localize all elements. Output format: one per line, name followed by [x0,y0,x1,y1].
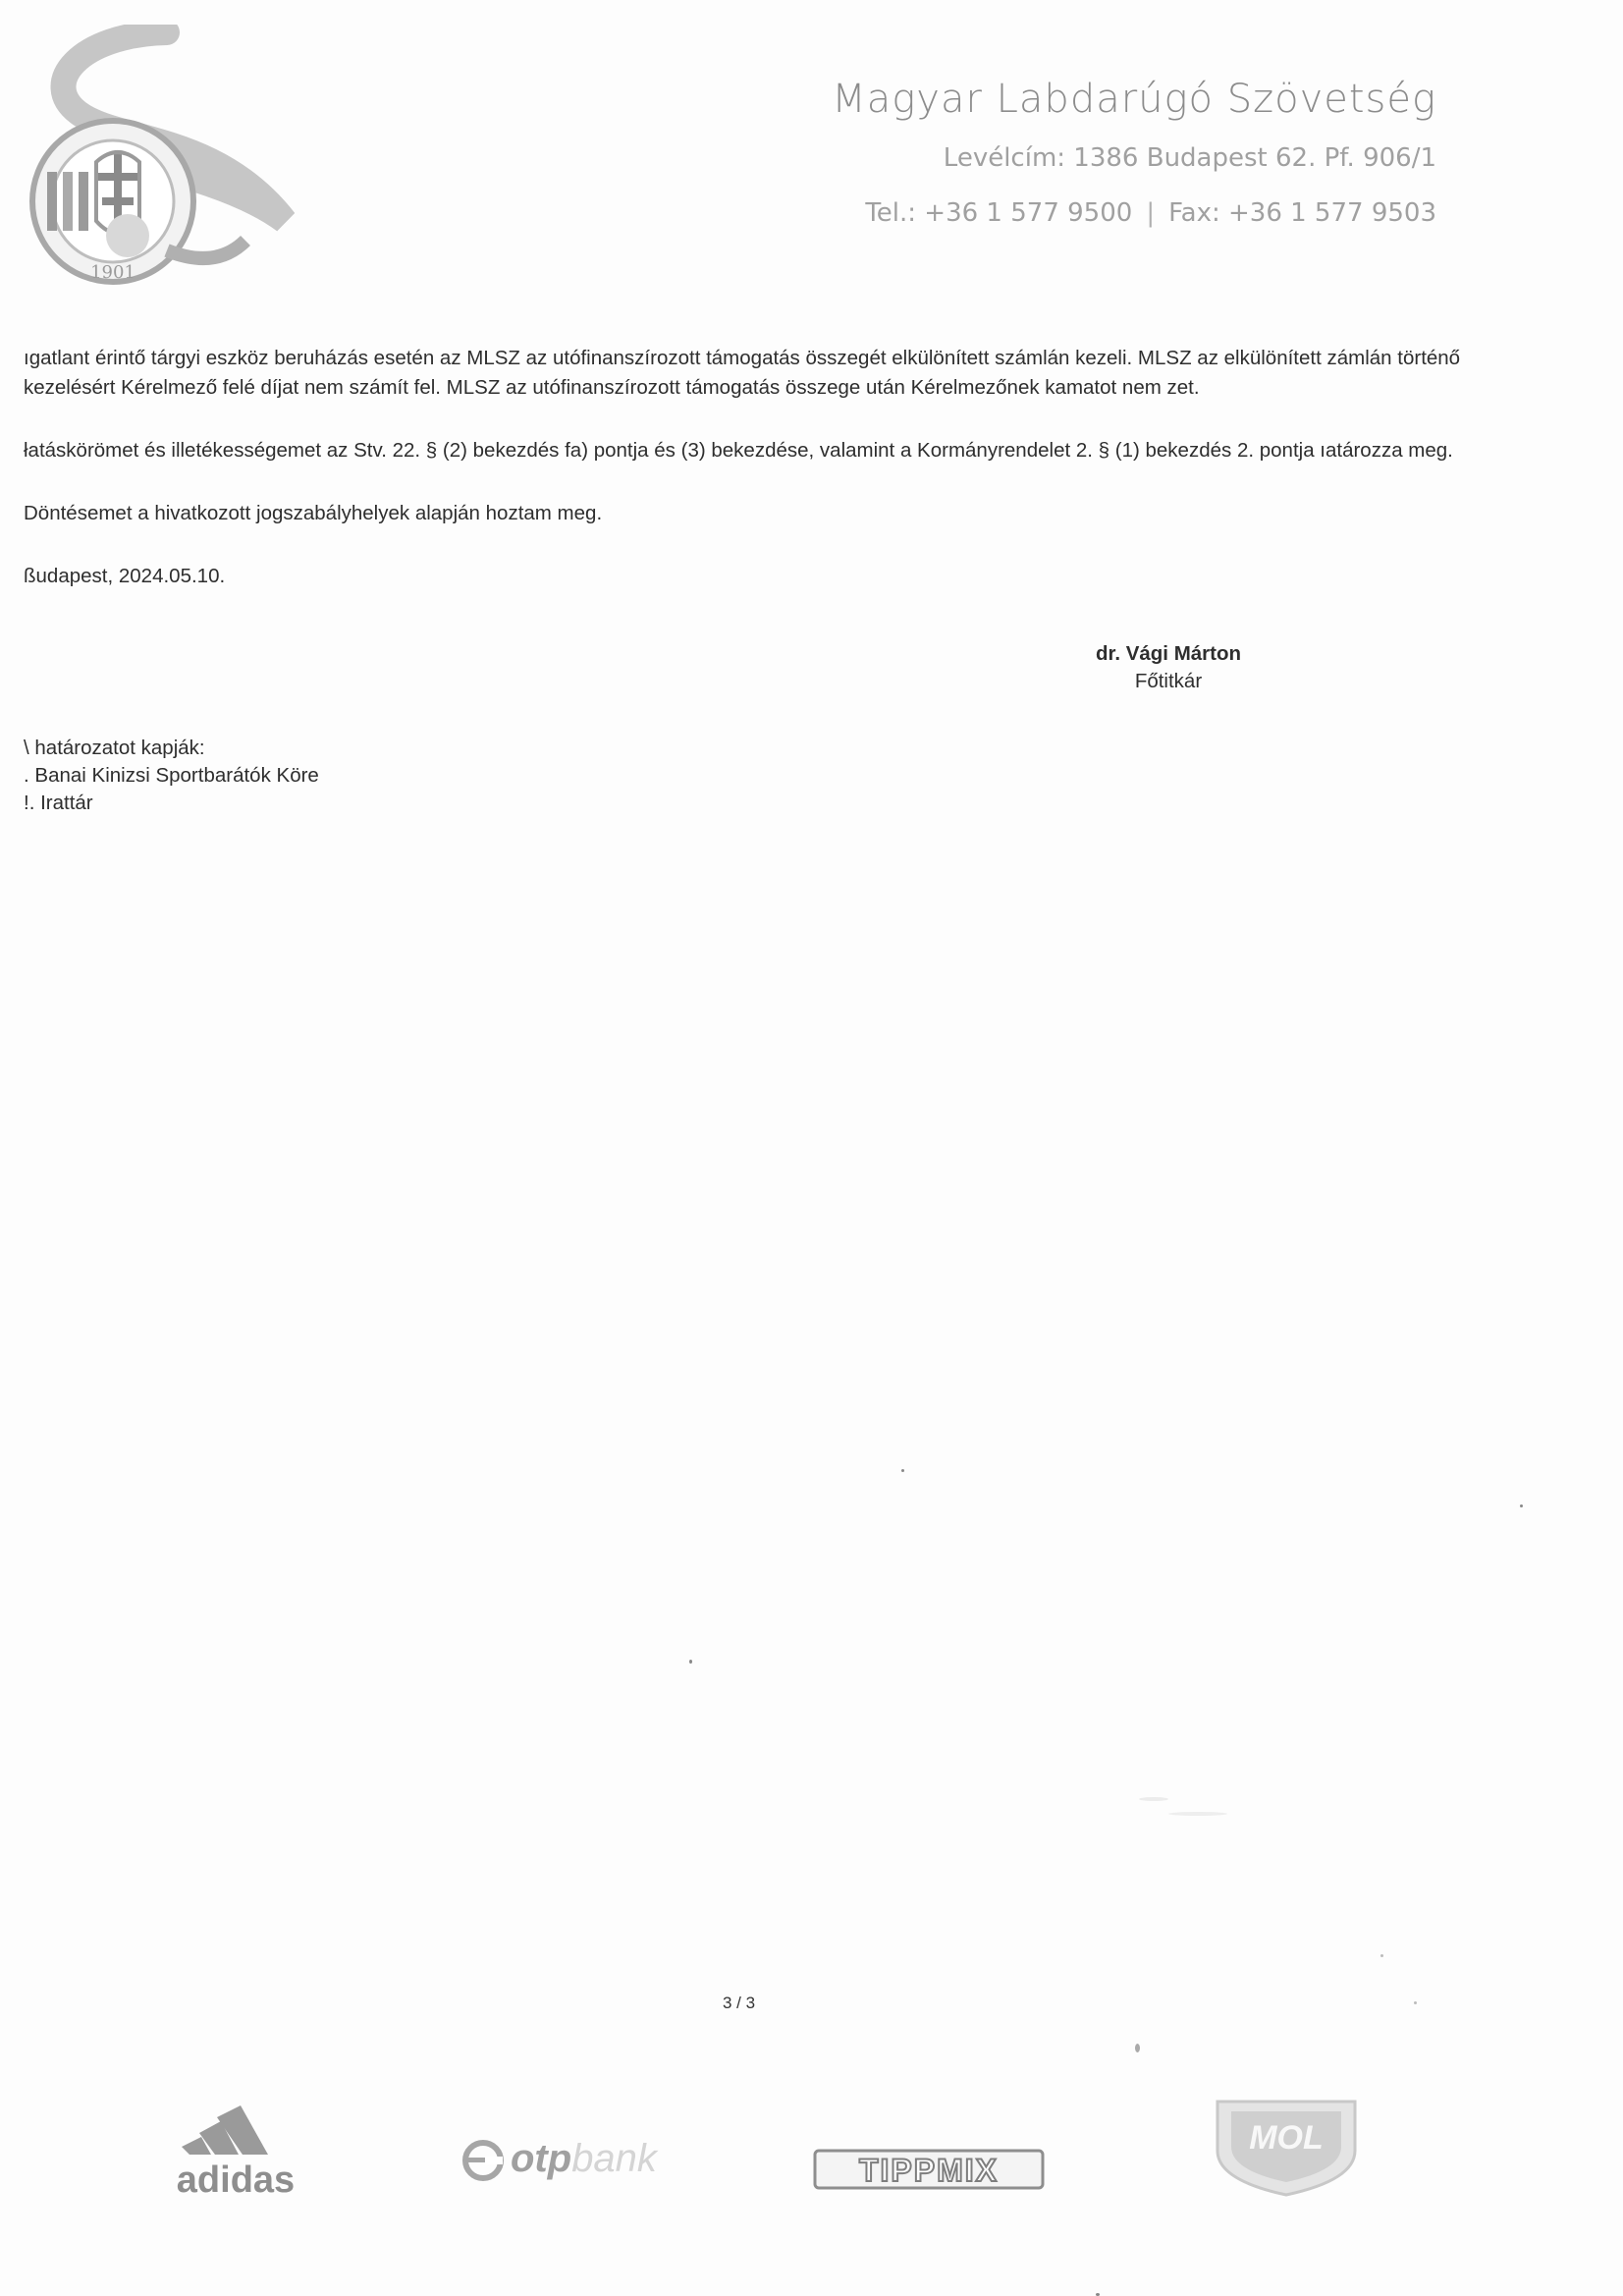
recipient-item: . Banai Kinizsi Sportbarátók Köre [24,764,319,787]
signature-block [1070,640,1267,695]
adidas-logo [157,2090,314,2202]
phone-number: Tel.: +36 1 577 9500 [865,198,1133,228]
organization-name: Magyar Labdarúgó Szövetség [832,77,1436,122]
adidas-wordmark: adidas [176,2159,296,2201]
scan-speck [901,1469,904,1472]
recipients-list [24,735,319,817]
svg-text:1901: 1901 [90,262,135,283]
scan-speck [1135,2044,1140,2052]
otpbank-logo [461,2137,657,2182]
recipient-item: !. Irattár [24,792,93,814]
signatory-name: dr. Vági Márton [1095,642,1242,665]
scan-speck [1414,2001,1417,2004]
date-line: ßudapest, 2024.05.10. [24,565,226,587]
mlsz-crest-logo [20,25,295,300]
adidas-stripes-icon [182,2090,290,2159]
scan-speck [1168,1812,1227,1816]
mol-logo [1208,2082,1365,2200]
signatory-title: Főtitkár [1134,670,1203,692]
organization-contact [865,198,1436,228]
svg-text:MOL: MOL [1249,2119,1324,2157]
page-number: 3 / 3 [723,1994,756,2012]
paragraph-decision: Döntésemet a hivatkozott jogszabályhelyek alapján hoztam meg. [24,502,603,524]
scan-speck [1520,1504,1523,1507]
paragraph-jurisdiction: łatáskörömet és illetékességemet az Stv. 22. § (2) bekezdés fa) pontja és (3) bekezdése, valamint a Kormányrendelet 2. § (1) bekezdés 2. pontja ıatározza meg. [24,439,1453,462]
paragraph-funding: ıgatlant érintő tárgyi eszköz beruházás esetén az MLSZ az utófinanszírozott támogatás összegét elkülönített számlán kezeli. MLSZ az elkülönített zámlán történő kezelésért Kérelmező felé díjat nem számít fel. MLSZ az utófinanszírozott támogatás összege után Kérelmezőnek kamatot nem zet. [24,347,1461,399]
fax-number: Fax: +36 1 577 9503 [1168,198,1436,228]
scan-speck [689,1660,692,1664]
otp-wordmark-light: bank [571,2137,657,2180]
recipients-heading: \ határozatot kapják: [24,737,205,759]
svg-text:TIPPMIX: TIPPMIX [858,2153,1000,2188]
scan-speck [1380,1954,1383,1957]
scan-speck [1139,1797,1168,1801]
otp-emblem-icon [461,2139,505,2182]
letter-body [24,344,1467,611]
otp-wordmark-bold: otp [511,2137,572,2180]
organization-address: Levélcím: 1386 Budapest 62. Pf. 906/1 [943,143,1436,173]
contact-separator: | [1146,198,1156,228]
tippmix-logo [813,2147,1045,2192]
